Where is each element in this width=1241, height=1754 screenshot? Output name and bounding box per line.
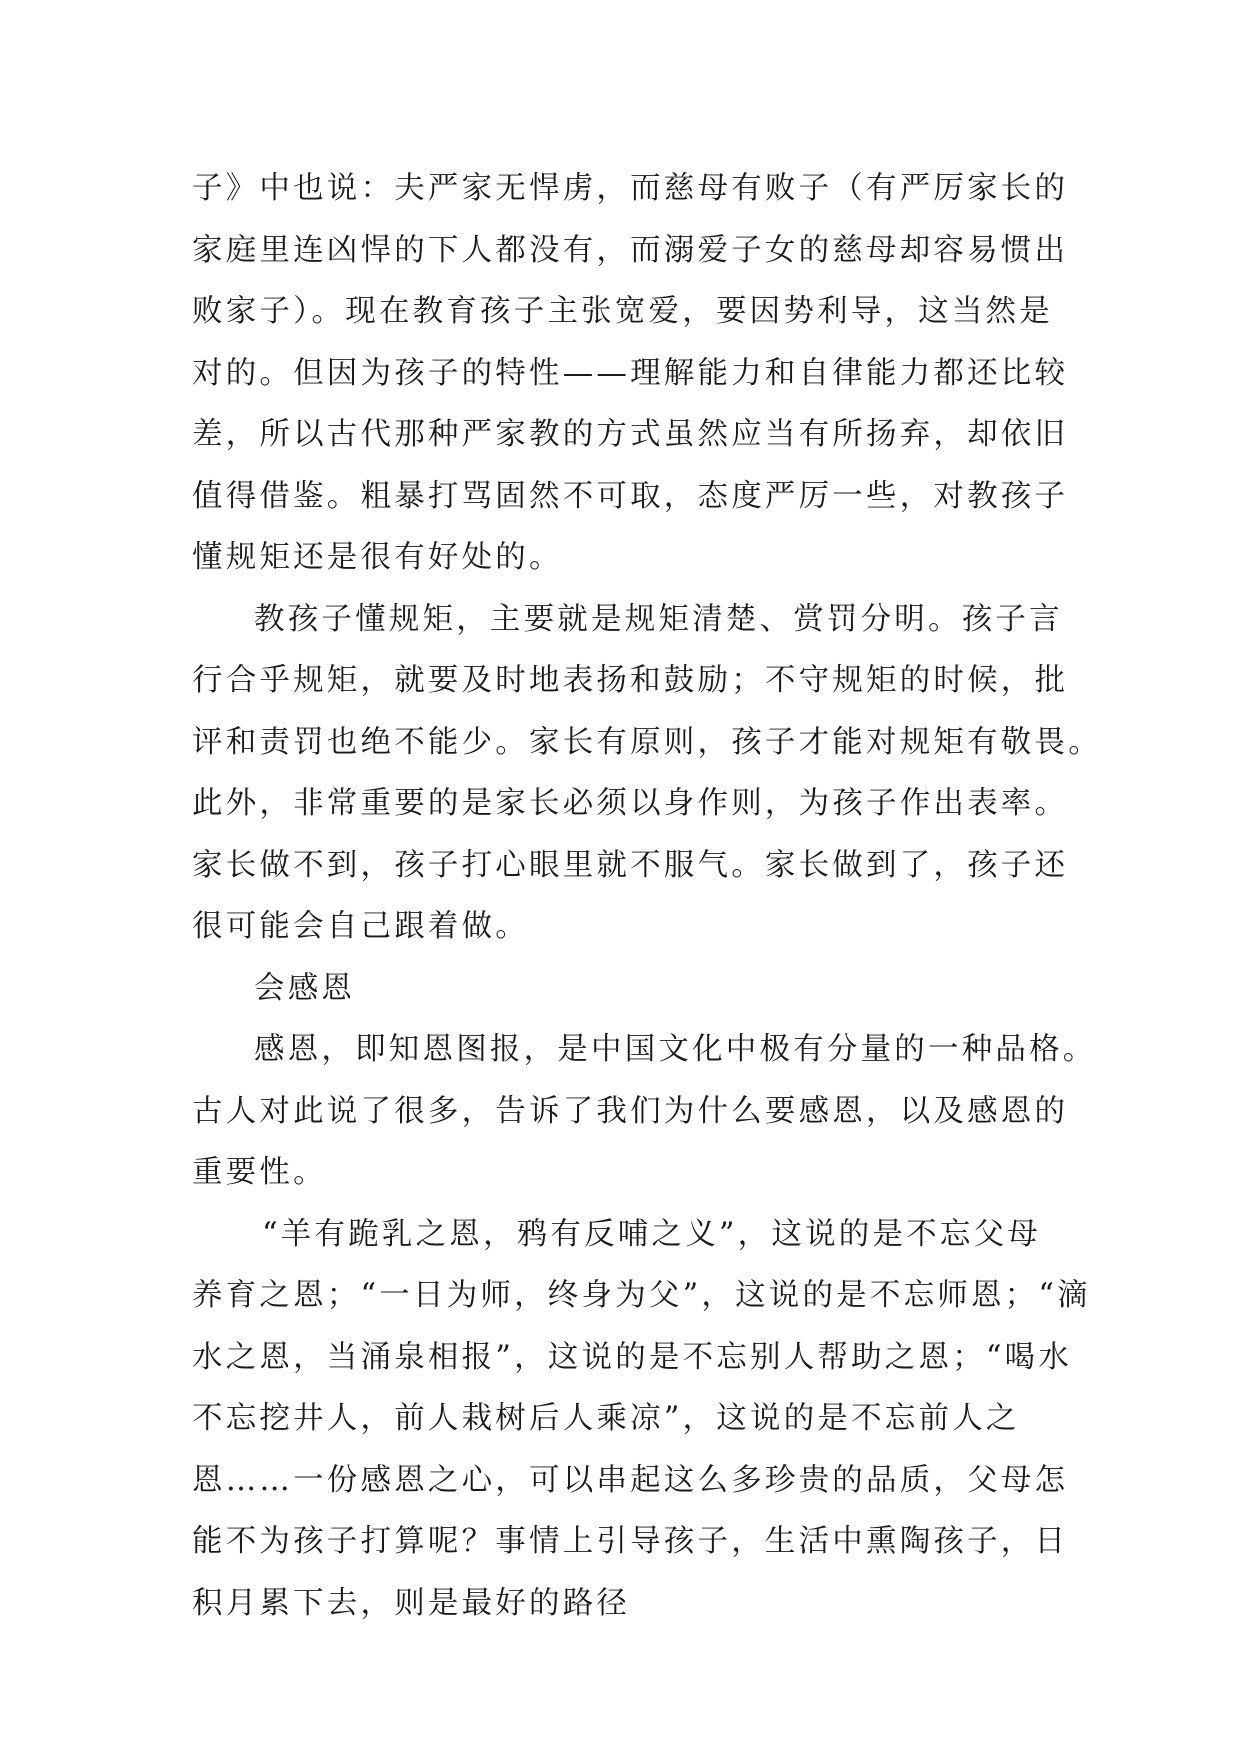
text-line: 感恩，即知恩图报，是中国文化中极有分量的一种品格。 <box>254 1032 1097 1067</box>
text-line: 重要性。 <box>192 1155 327 1190</box>
text-line: 教孩子懂规矩，主要就是规矩清楚、赏罚分明。孩子言 <box>254 601 1063 637</box>
text-line: 行合乎规矩，就要及时地表扬和鼓励；不守规矩的时候，批 <box>192 663 1069 698</box>
text-line: 值得借鉴。粗暴打骂固然不可取，态度严厉一些，对教孩子 <box>192 478 1069 514</box>
paragraph <box>192 1204 1091 1635</box>
paragraph <box>192 958 1072 1020</box>
document-body <box>192 158 1102 1634</box>
text-line: 差，所以古代那种严家教的方式虽然应当有所扬弃，却依旧 <box>192 417 1069 452</box>
text-line: 水之恩，当涌泉相报”，这说的是不忘别人帮助之恩；“喝水 <box>192 1339 1073 1375</box>
text-line: 评和责罚也绝不能少。家长有原则，孩子才能对规矩有敬畏。 <box>192 724 1102 760</box>
text-line: 懂规矩还是很有好处的。 <box>192 540 563 575</box>
text-line: 养育之恩；“一日为师，终身为父”，这说的是不忘师恩；“滴 <box>192 1278 1091 1313</box>
text-line: 恩……一份感恩之心，可以串起这么多珍贵的品质，父母怎 <box>192 1462 1069 1498</box>
text-line: 败家子）。现在教育孩子主张宽爱，要因势利导，这当然是 <box>192 294 1053 329</box>
paragraph <box>192 158 1072 589</box>
text-line: 很可能会自己跟着做。 <box>192 909 529 944</box>
paragraph <box>192 589 1102 958</box>
text-line: 家庭里连凶悍的下人都没有，而溺爱子女的慈母却容易惯出 <box>192 232 1069 268</box>
text-line: 对的。但因为孩子的特性——理解能力和自律能力都还比较 <box>192 355 1069 391</box>
text-line: 子》中也说：夫严家无悍虏，而慈母有败子（有严厉家长的 <box>192 171 1069 206</box>
paragraph <box>192 1019 1097 1204</box>
text-line: 此外，非常重要的是家长必须以身作则，为孩子作出表率。 <box>192 786 1069 821</box>
text-line: 古人对此说了很多，告诉了我们为什么要感恩，以及感恩的 <box>192 1093 1069 1129</box>
text-line: 能不为孩子打算呢？事情上引导孩子，生活中熏陶孩子，日 <box>192 1524 1069 1559</box>
text-line: 家长做不到，孩子打心眼里就不服气。家长做到了，孩子还 <box>192 847 1069 883</box>
text-line: “羊有跪乳之恩，鸦有反哺之义”，这说的是不忘父母 <box>262 1216 1041 1252</box>
text-line: 不忘挖井人，前人栽树后人乘凉”，这说的是不忘前人之 <box>192 1401 1020 1436</box>
text-line: 会感恩 <box>254 970 356 1006</box>
text-line: 积月累下去，则是最好的路径 <box>192 1585 631 1621</box>
